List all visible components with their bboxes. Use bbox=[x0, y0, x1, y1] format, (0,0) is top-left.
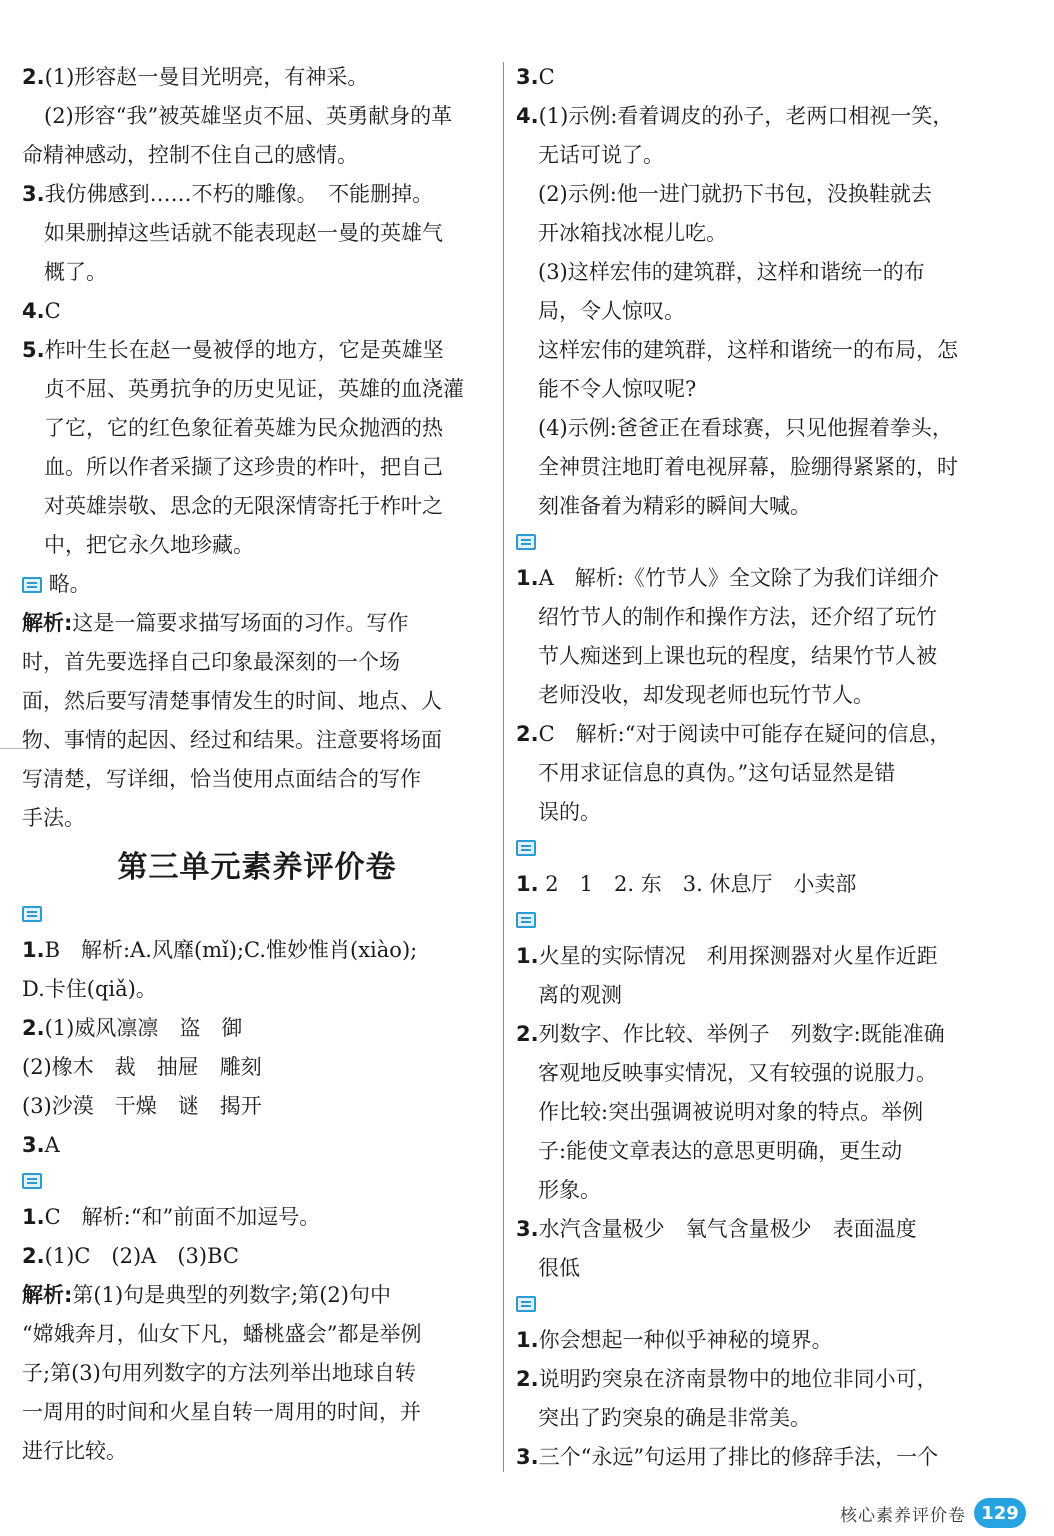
item-text: 对英雄崇敬、思念的无限深情寄托于柞叶之 bbox=[44, 494, 443, 518]
item-text: 柞叶生长在赵一曼被俘的地方，它是英雄坚 bbox=[44, 338, 444, 362]
answer-line bbox=[22, 931, 492, 970]
answer-line bbox=[516, 559, 986, 598]
item-text: 第(1)句是典型的列数字;第(2)句中 bbox=[72, 1283, 391, 1307]
item-text: 客观地反映事实情况，又有较强的说服力。 bbox=[538, 1061, 937, 1085]
section-six-header bbox=[516, 1288, 986, 1321]
answer-line bbox=[516, 1171, 986, 1210]
item-text: 子;第(3)句用列数字的方法列举出地球自转 bbox=[22, 1361, 416, 1385]
answer-line bbox=[22, 292, 492, 331]
answer-line bbox=[22, 97, 492, 136]
item-text: 突出了趵突泉的确是非常美。 bbox=[538, 1406, 811, 1430]
item-text: (2)示例:他一进门就扔下书包，没换鞋就去 bbox=[538, 182, 932, 206]
answer-line bbox=[516, 1093, 986, 1132]
item-text: A 解析:《竹节人》全文除了为我们详细介 bbox=[538, 566, 939, 590]
answer-line bbox=[516, 292, 986, 331]
item-text: 开冰箱找冰棍儿吃。 bbox=[538, 221, 727, 245]
answer-line bbox=[516, 637, 986, 676]
answer-line bbox=[516, 1399, 986, 1438]
item-text: 节人痴迷到上课也玩的程度，结果竹节人被 bbox=[538, 644, 937, 668]
answer-line bbox=[516, 175, 986, 214]
answer-line bbox=[516, 715, 986, 754]
item-number: 3. bbox=[516, 65, 539, 89]
item-text: C 解析:“和”前面不加逗号。 bbox=[44, 1205, 321, 1229]
item-number: 2. bbox=[516, 1022, 539, 1046]
item-number: 3. bbox=[22, 182, 45, 206]
answer-line bbox=[22, 1432, 492, 1471]
answer-line bbox=[516, 754, 986, 793]
answer-line bbox=[22, 331, 492, 370]
left-column bbox=[22, 58, 492, 1471]
item-text: 局，令人惊叹。 bbox=[538, 299, 685, 323]
answer-line bbox=[22, 1354, 492, 1393]
item-text: (1)C (2)A (3)BC bbox=[44, 1244, 239, 1268]
item-number: 4. bbox=[516, 104, 539, 128]
item-text: 命精神感动，控制不住自己的感情。 bbox=[22, 143, 358, 167]
section-four-line bbox=[516, 865, 986, 904]
item-text: 我仿佛感到……不朽的雕像。 不能删掉。 bbox=[44, 182, 434, 206]
answer-line bbox=[516, 331, 986, 370]
item-number: 解析: bbox=[22, 611, 73, 635]
answer-line bbox=[22, 604, 492, 643]
section-seven-marker-icon bbox=[22, 577, 42, 593]
item-text: 火星的实际情况 利用探测器对火星作近距 bbox=[538, 944, 938, 968]
answer-line bbox=[22, 682, 492, 721]
item-text: 误的。 bbox=[538, 800, 601, 824]
answer-line bbox=[22, 1237, 492, 1276]
answer-line bbox=[22, 253, 492, 292]
item-text: (1)形容赵一曼目光明亮，有神采。 bbox=[44, 65, 369, 89]
answer-line bbox=[516, 136, 986, 175]
answer-line bbox=[516, 976, 986, 1015]
answer-line bbox=[22, 1276, 492, 1315]
item-number: 1. bbox=[22, 938, 45, 962]
item-number: 1. bbox=[516, 872, 539, 896]
item-text: 离的观测 bbox=[538, 983, 622, 1007]
section-four-marker-icon bbox=[516, 840, 536, 856]
item-text: 进行比较。 bbox=[22, 1439, 127, 1463]
answer-line bbox=[516, 1360, 986, 1399]
section-two-header bbox=[22, 898, 492, 931]
answer-line bbox=[22, 1198, 492, 1237]
item-text: 全神贯注地盯着电视屏幕，脸绷得紧紧的，时 bbox=[538, 455, 958, 479]
item-text: 如果删掉这些话就不能表现赵一曼的英雄气 bbox=[44, 221, 443, 245]
page-number: 129 bbox=[974, 1498, 1026, 1528]
left-section-three bbox=[22, 1198, 492, 1471]
left-section-two bbox=[22, 931, 492, 1165]
item-text: 作比较:突出强调被说明对象的特点。举例 bbox=[538, 1100, 924, 1124]
answer-line bbox=[516, 214, 986, 253]
item-text: A bbox=[44, 1133, 60, 1157]
answer-line bbox=[22, 721, 492, 760]
section-qi-text: 略。 bbox=[48, 572, 91, 596]
item-text: 写清楚，写详细，恰当使用点面结合的写作 bbox=[22, 767, 421, 791]
item-text: 列数字、作比较、举例子 列数字:既能准确 bbox=[538, 1022, 945, 1046]
answer-line bbox=[22, 1126, 492, 1165]
answer-line bbox=[516, 793, 986, 832]
item-text: (3)这样宏伟的建筑群，这样和谐统一的布 bbox=[538, 260, 925, 284]
item-text: 贞不屈、英勇抗争的历史见证，英雄的血浇灌 bbox=[44, 377, 464, 401]
item-text: 无话可说了。 bbox=[538, 143, 664, 167]
answer-line bbox=[22, 526, 492, 565]
item-text: 物、事情的起因、经过和结果。注意要将场面 bbox=[22, 728, 442, 752]
item-number: 2. bbox=[22, 1016, 45, 1040]
item-text: 三个“永远”句运用了排比的修辞手法，一个 bbox=[538, 1445, 939, 1469]
answer-line bbox=[516, 1054, 986, 1093]
answer-line bbox=[516, 1132, 986, 1171]
section-five-marker-icon bbox=[516, 912, 536, 928]
item-text: 绍竹节人的制作和操作方法，还介绍了玩竹 bbox=[538, 605, 937, 629]
item-number: 1. bbox=[22, 1205, 45, 1229]
answer-line bbox=[516, 1210, 986, 1249]
answer-line bbox=[516, 487, 986, 526]
item-number: 2. bbox=[516, 722, 539, 746]
answer-line bbox=[22, 58, 492, 97]
right-answers-top bbox=[516, 58, 986, 526]
answer-line bbox=[22, 214, 492, 253]
item-text: (1)威风凛凛 盗 御 bbox=[44, 1016, 243, 1040]
item-text: 你会想起一种似乎神秘的境界。 bbox=[538, 1328, 833, 1352]
item-number: 3. bbox=[516, 1445, 539, 1469]
item-text: 一周用的时间和火星自转一周用的时间，并 bbox=[22, 1400, 421, 1424]
unit-title: 第三单元素养评价卷 bbox=[117, 850, 397, 885]
item-text: C bbox=[44, 299, 61, 323]
answer-line bbox=[516, 1321, 986, 1360]
answer-line bbox=[22, 799, 492, 838]
item-number: 1. bbox=[516, 1328, 539, 1352]
item-number: 5. bbox=[22, 338, 45, 362]
item-number: 3. bbox=[22, 1133, 45, 1157]
section-qi-row bbox=[22, 565, 492, 604]
column-divider bbox=[503, 62, 504, 1472]
answer-line bbox=[516, 676, 986, 715]
answer-line bbox=[22, 1048, 492, 1087]
item-text: 老师没收，却发现老师也玩竹节人。 bbox=[538, 683, 874, 707]
answer-line bbox=[516, 253, 986, 292]
item-text: 刻准备着为精彩的瞬间大喊。 bbox=[538, 494, 811, 518]
answer-line bbox=[22, 970, 492, 1009]
item-text: 中，把它永久地珍藏。 bbox=[44, 533, 254, 557]
answer-line bbox=[22, 1087, 492, 1126]
right-section-six bbox=[516, 1321, 986, 1477]
answer-line bbox=[516, 370, 986, 409]
answer-line bbox=[22, 136, 492, 175]
item-text: 水汽含量极少 氧气含量极少 表面温度 bbox=[538, 1217, 917, 1241]
left-answers-top bbox=[22, 58, 492, 565]
section-two-marker-icon bbox=[22, 906, 42, 922]
footer-label: 核心素养评价卷 bbox=[840, 1505, 966, 1526]
section-four-header bbox=[516, 832, 986, 865]
answer-line bbox=[22, 370, 492, 409]
item-text: (1)示例:看着调皮的孙子，老两口相视一笑， bbox=[538, 104, 954, 128]
answer-line bbox=[22, 1009, 492, 1048]
answer-line bbox=[516, 448, 986, 487]
answer-line bbox=[516, 58, 986, 97]
item-text: (3)沙漠 干燥 谜 揭开 bbox=[22, 1094, 262, 1118]
answer-line bbox=[516, 409, 986, 448]
answer-line bbox=[22, 409, 492, 448]
answer-line bbox=[22, 643, 492, 682]
answer-line bbox=[516, 598, 986, 637]
answer-line bbox=[516, 1249, 986, 1288]
item-text: 2 1 2. 东 3. 休息厅 小卖部 bbox=[545, 872, 857, 896]
item-text: 形象。 bbox=[538, 1178, 601, 1202]
section-three-marker-icon bbox=[22, 1173, 42, 1189]
answer-line bbox=[516, 97, 986, 136]
item-text: (2)橡木 裁 抽屉 雕刻 bbox=[22, 1055, 262, 1079]
left-analysis bbox=[22, 604, 492, 838]
answer-line bbox=[516, 1438, 986, 1477]
right-column bbox=[516, 58, 986, 1477]
page-footer bbox=[840, 1493, 1054, 1533]
item-text: 血。所以作者采撷了这珍贵的柞叶，把自己 bbox=[44, 455, 443, 479]
answer-line bbox=[22, 175, 492, 214]
item-number: 1. bbox=[516, 944, 539, 968]
section-six-marker-icon bbox=[516, 1296, 536, 1312]
answer-line bbox=[22, 760, 492, 799]
item-text: (4)示例:爸爸正在看球赛，只见他握着拳头， bbox=[538, 416, 953, 440]
item-number: 解析: bbox=[22, 1283, 73, 1307]
item-text: 能不令人惊叹呢? bbox=[538, 377, 697, 401]
right-section-three-marker-icon bbox=[516, 534, 536, 550]
item-number: 3. bbox=[516, 1217, 539, 1241]
answer-line bbox=[516, 937, 986, 976]
right-section-three-header bbox=[516, 526, 986, 559]
right-section-five bbox=[516, 937, 986, 1288]
item-number: 2. bbox=[22, 1244, 45, 1268]
section-three-header bbox=[22, 1165, 492, 1198]
item-text: (2)形容“我”被英雄坚贞不屈、英勇献身的革 bbox=[44, 104, 453, 128]
item-text: 子:能使文章表达的意思更明确，更生动 bbox=[538, 1139, 903, 1163]
item-text: 概了。 bbox=[44, 260, 107, 284]
item-number: 4. bbox=[22, 299, 45, 323]
item-number: 2. bbox=[516, 1367, 539, 1391]
item-text: 了它，它的红色象征着英雄为民众抛洒的热 bbox=[44, 416, 443, 440]
item-text: D.卡住(qiǎ)。 bbox=[22, 977, 157, 1001]
item-text: 手法。 bbox=[22, 806, 85, 830]
item-text: 面，然后要写清楚事情发生的时间、地点、人 bbox=[22, 689, 442, 713]
item-number: 2. bbox=[22, 65, 45, 89]
section-five-header bbox=[516, 904, 986, 937]
item-text: C bbox=[538, 65, 555, 89]
answer-line bbox=[22, 487, 492, 526]
answer-line bbox=[22, 448, 492, 487]
answer-line bbox=[516, 1015, 986, 1054]
item-text: C 解析:“对于阅读中可能存在疑问的信息， bbox=[538, 722, 951, 746]
item-text: 说明趵突泉在济南景物中的地位非同小可， bbox=[538, 1367, 938, 1391]
item-text: 很低 bbox=[538, 1256, 580, 1280]
answer-line bbox=[22, 1315, 492, 1354]
item-text: 时，首先要选择自己印象最深刻的一个场 bbox=[22, 650, 400, 674]
item-text: “嫦娥奔月，仙女下凡，蟠桃盛会”都是举例 bbox=[22, 1322, 422, 1346]
item-text: B 解析:A.风靡(mǐ);C.惟妙惟肖(xiào); bbox=[44, 938, 418, 962]
right-section-three bbox=[516, 559, 986, 832]
item-text: 不用求证信息的真伪。”这句话显然是错 bbox=[538, 761, 896, 785]
answer-line bbox=[22, 1393, 492, 1432]
item-number: 1. bbox=[516, 566, 539, 590]
item-text: 这是一篇要求描写场面的习作。写作 bbox=[72, 611, 409, 635]
item-text: 这样宏伟的建筑群，这样和谐统一的布局，怎 bbox=[538, 338, 958, 362]
